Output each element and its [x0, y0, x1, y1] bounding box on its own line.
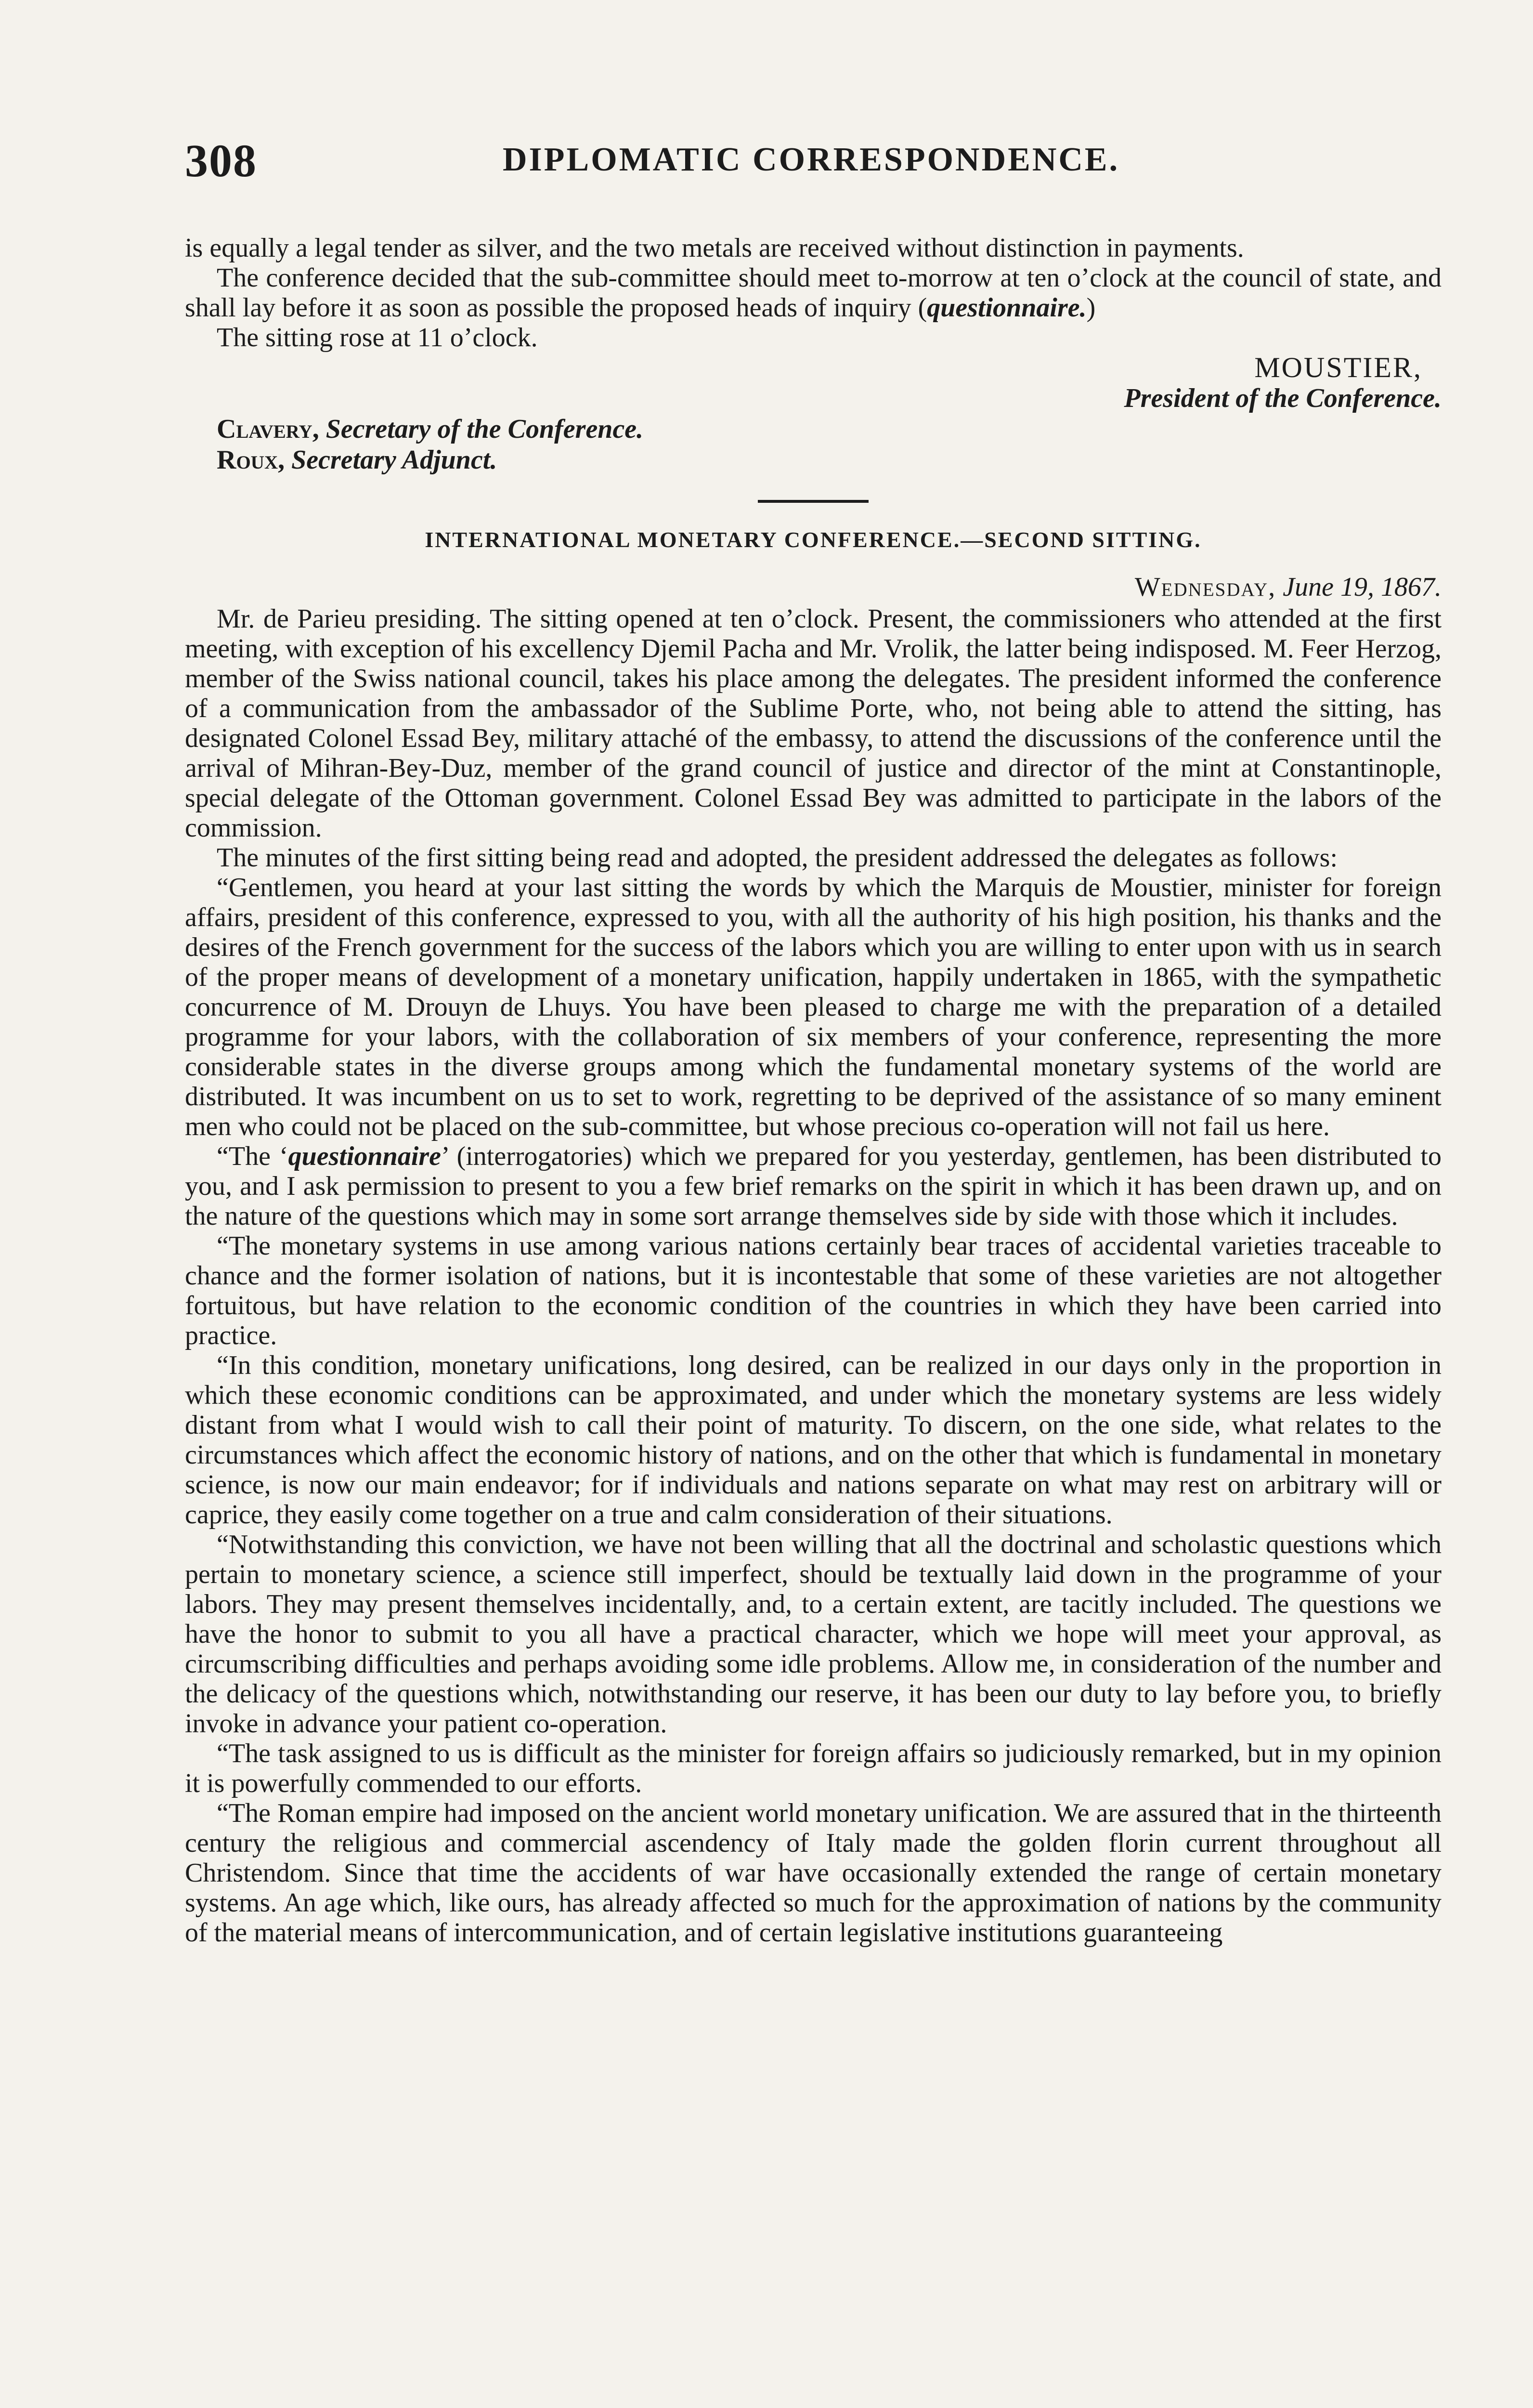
- adjunct-title: Secretary Adjunct.: [291, 445, 497, 475]
- paragraph: Mr. de Parieu presiding. The sitting opened at ten o’clock. Present, the commissioners who attended at the first meeting, with exception of his excellency Djemil Pacha and Mr. Vrolik, the latter being indisposed. M. Feer Herzog, member of the Swiss national council, takes his place among the delegates. The president informed the conference of a communication from the ambassador of the Sublime Porte, who, not being able to attend the sitting, has designated Colonel Essad Bey, military attaché of the embassy, to attend the discussions of the conference until the arrival of Mihran-Bey-Duz, member of the grand council of justice and director of the mint at Constantinople, special delegate of the Ottoman government. Colonel Essad Bey was admitted to participate in the labors of the commission.: [185, 604, 1442, 843]
- president-name: MOUSTIER,: [1254, 352, 1422, 383]
- questionnaire-term: questionnaire: [288, 1141, 442, 1171]
- paragraph-text: ’ (interrogatories) which we prepared for you yesterday, gentlemen, has been distributed to you, and I ask permission to present to you a few brief remarks on the spirit in which it has been drawn up, and on the nature of the questions which may in some sort arrange themselves side by side with those which it includes.: [185, 1141, 1442, 1231]
- dateline: [185, 572, 1442, 602]
- paragraph: “The task assigned to us is difficult as the minister for foreign affairs so judiciously remarked, but in my opinion it is powerfully commended to our efforts.: [185, 1739, 1442, 1798]
- date-day: Wednesday,: [1134, 572, 1276, 602]
- questionnaire-term: questionnaire.: [927, 293, 1087, 323]
- page-header: [185, 134, 1442, 192]
- section-heading: INTERNATIONAL MONETARY CONFERENCE.—SECOND SITTING.: [425, 527, 1202, 552]
- paragraph: is equally a legal tender as silver, and the two metals are received without distinction in payments.: [185, 233, 1244, 263]
- adjunct-line: [217, 445, 497, 475]
- paragraph: The minutes of the first sitting being read and adopted, the president addressed the delegates as follows:: [217, 843, 1338, 873]
- secretary-line: [217, 414, 643, 444]
- adjunct-name: Roux,: [217, 445, 285, 475]
- paragraph: [185, 263, 1442, 323]
- paragraph: “The monetary systems in use among various nations certainly bear traces of accidental varieties traceable to chance and the former isolation of nations, but it is incontestable that some of these varieties are not altogether fortuitous, but have relation to the economic condition of the countries in which they have been carried into practice.: [185, 1231, 1442, 1350]
- paragraph-text: “The ‘: [217, 1141, 288, 1171]
- date-rest: June 19, 1867.: [1283, 572, 1442, 602]
- page-number: 308: [185, 135, 257, 186]
- body-text: [185, 233, 1442, 1948]
- paragraph: “Notwithstanding this conviction, we have not been willing that all the doctrinal and scholastic questions which pertain to monetary science, a science still imperfect, should be textually laid down in the programme of your labors. They may present themselves incidentally, and, to a certain extent, are tacitly included. The questions we have the honor to submit to you all have a practical character, which we hope will meet your approval, as circumscribing difficulties and perhaps avoiding some idle problems. Allow me, in consideration of the number and the delicacy of the questions which, notwithstanding our reserve, it has been our duty to lay before you, to briefly invoke in advance your patient co-operation.: [185, 1530, 1442, 1739]
- paragraph-text: ): [1086, 293, 1096, 323]
- section-divider: [758, 500, 869, 503]
- signature-block: [185, 353, 1442, 478]
- running-head: DIPLOMATIC CORRESPONDENCE.: [503, 141, 1120, 178]
- paragraph-text: The conference decided that the sub-committee should meet to-morrow at ten o’clock at the council of state, and shall lay before it as soon as possible the proposed heads of inquiry (: [185, 263, 1442, 323]
- secretary-name: Clavery,: [217, 414, 319, 444]
- paragraph: “The Roman empire had imposed on the ancient world monetary unification. We are assured that in the thirteenth century the religious and commercial ascendency of Italy made the golden florin current throughout all Christendom. Since that time the accidents of war have occasionally extended the range of certain monetary systems. An age which, like ours, has already affected so much for the approximation of nations by the community of the material means of intercommunication, and of certain legislative institutions guaranteeing: [185, 1798, 1442, 1948]
- secretary-title: Secretary of the Conference.: [325, 414, 644, 444]
- paragraph: [185, 1141, 1442, 1231]
- president-title: President of the Conference.: [1124, 383, 1442, 413]
- paragraph: “Gentlemen, you heard at your last sitting the words by which the Marquis de Moustier, minister for foreign affairs, president of this conference, expressed to you, with all the authority of his high position, his thanks and the desires of the French government for the success of the labors which you are willing to enter upon with us in search of the proper means of development of a monetary unification, happily undertaken in 1865, with the sympathetic concurrence of M. Drouyn de Lhuys. You have been pleased to charge me with the preparation of a detailed programme for your labors, with the collaboration of six members of your conference, representing the more considerable states in the diverse groups among which the fundamental monetary systems of the world are distributed. It was incumbent on us to set to work, regretting to be deprived of the assistance of so many eminent men who could not be placed on the sub-committee, but whose precious co-operation will not fail us here.: [185, 873, 1442, 1141]
- paragraph: The sitting rose at 11 o’clock.: [217, 323, 538, 353]
- paragraph: “In this condition, monetary unifications, long desired, can be realized in our days only in the proportion in which these economic conditions can be approximated, and under which the monetary systems are less widely distant from what I would wish to call their point of maturity. To discern, on the one side, what relates to the circumstances which affect the economic history of nations, and on the other that which is fundamental in monetary science, is now our main endeavor; for if individuals and nations separate on what may rest on arbitrary will or caprice, they easily come together on a true and calm consideration of their situations.: [185, 1350, 1442, 1530]
